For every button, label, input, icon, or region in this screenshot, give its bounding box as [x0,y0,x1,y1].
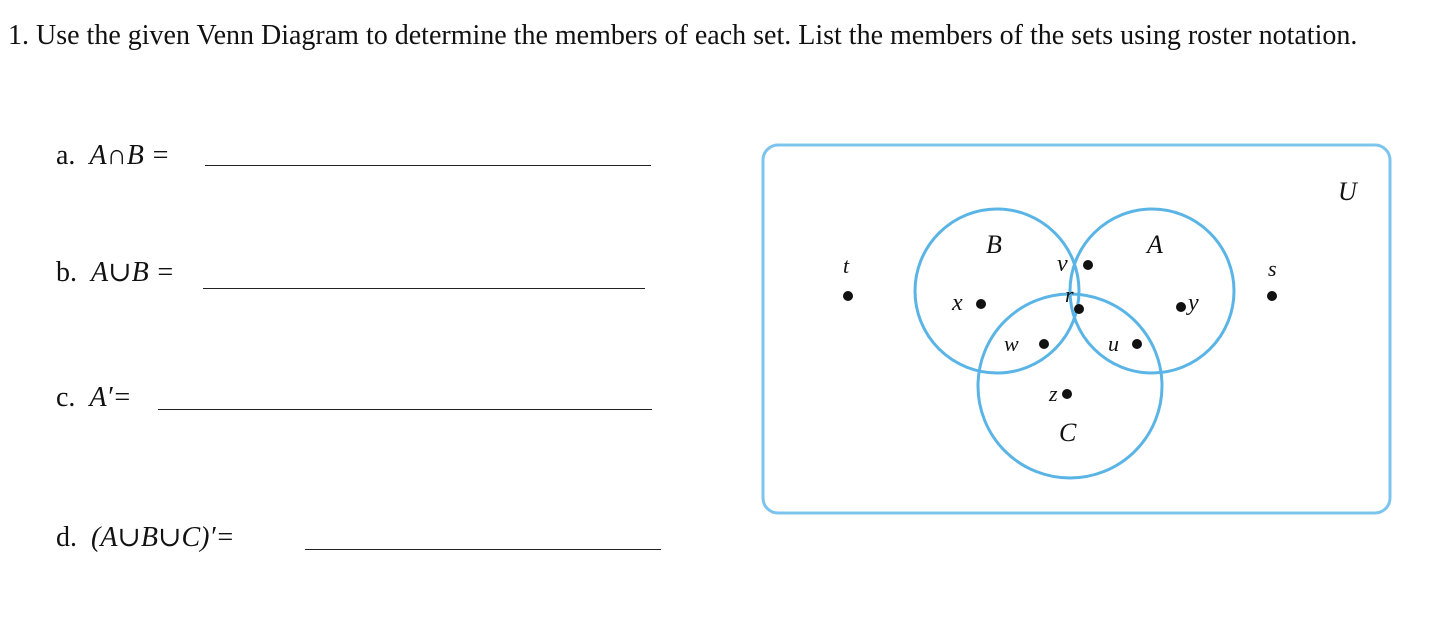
question-prompt [8,14,1428,57]
item-label: d. [56,522,77,553]
item-expression: (A∪B∪C)′= [91,522,235,553]
element-z-label: z [1049,381,1058,406]
element-s-label: s [1268,256,1277,281]
item-c [56,381,132,415]
element-w-dot [1039,339,1049,349]
element-z-dot [1062,389,1072,399]
element-v-label: v [1057,251,1068,277]
venn-diagram [760,118,1400,528]
item-b [56,256,175,290]
element-x-dot [976,299,986,309]
answer-blank-c[interactable] [158,409,652,410]
item-d [56,521,234,555]
element-r-label: r [1065,282,1074,307]
element-t-label: t [843,253,850,278]
universe-rect [763,145,1390,513]
set-a-label: A [1147,230,1163,259]
question-text: Use the given Venn Diagram to determine the members of each set. List the members of the sets using roster notation. [36,20,1358,51]
item-label: b. [56,257,77,288]
universe-label: U [1338,177,1357,206]
element-t-dot [843,291,853,301]
item-label: a. [56,140,76,171]
element-w-label: w [1004,331,1019,356]
element-r-dot [1074,304,1084,314]
question-number: 1. [8,20,29,51]
element-s-dot [1267,291,1277,301]
element-u-label: u [1108,331,1119,356]
item-expression: A∪B = [91,257,175,288]
set-b-label: B [986,230,1002,259]
element-x-label: x [952,290,963,316]
element-y-label: y [1188,290,1199,316]
item-expression: A∩B = [89,140,170,171]
answer-blank-d[interactable] [305,549,661,550]
answer-blank-a[interactable] [205,165,651,166]
element-y-dot [1176,302,1186,312]
element-u-dot [1132,339,1142,349]
item-expression: A′= [89,382,132,413]
item-a [56,139,170,173]
answer-blank-b[interactable] [203,288,645,289]
set-c-circle [978,294,1162,478]
element-v-dot [1083,260,1093,270]
item-label: c. [56,382,76,413]
set-c-label: C [1059,418,1077,447]
